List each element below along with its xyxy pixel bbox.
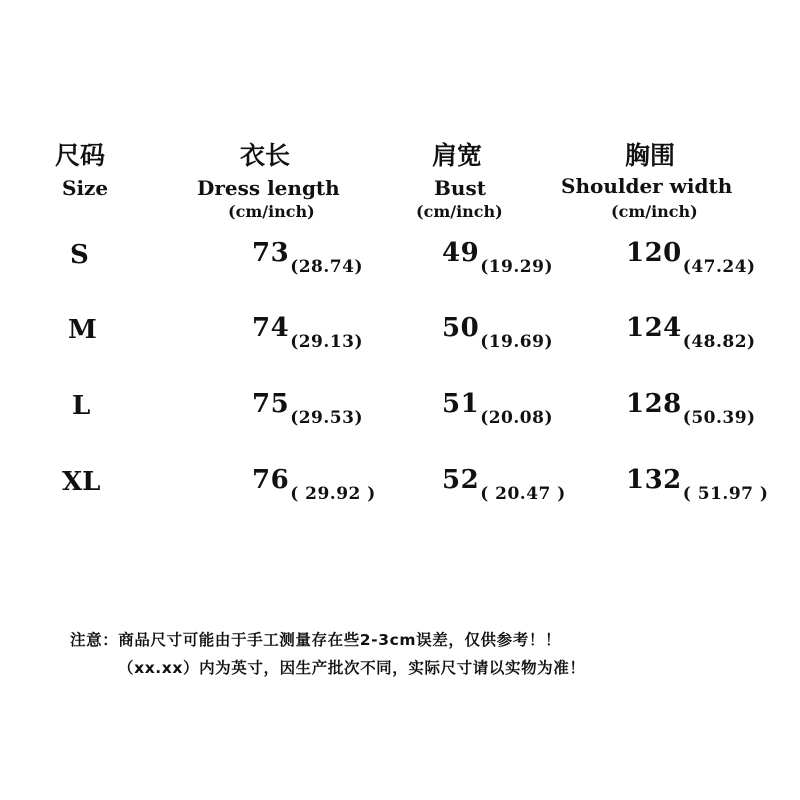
cm-value: 50	[442, 313, 480, 343]
cm-value: 124	[626, 313, 682, 343]
row-xl-shoulder-width	[626, 465, 769, 504]
inch-value: ( 51.97 )	[682, 484, 769, 504]
row-l-bust	[442, 389, 554, 428]
inch-value: (29.13)	[290, 332, 364, 352]
inch-value: (29.53)	[290, 408, 364, 428]
header-col1-cn: 衣长	[240, 141, 291, 170]
header-col3-en: Shoulder width	[561, 174, 733, 198]
row-s-bust	[442, 238, 554, 277]
inch-value: ( 20.47 )	[480, 484, 566, 504]
header-col2-unit: (cm/inch)	[416, 202, 503, 221]
cm-value: 76	[252, 465, 290, 495]
header-size-en: Size	[62, 176, 109, 200]
header-col1-unit: (cm/inch)	[228, 202, 315, 221]
note-measurement-error: 注意：商品尺寸可能由于手工测量存在些2-3cm误差，仅供参考！！	[70, 631, 562, 649]
row-xl-bust	[442, 465, 566, 504]
header-col3-unit: (cm/inch)	[611, 202, 698, 221]
row-m-bust	[442, 313, 554, 352]
inch-value: (20.08)	[480, 408, 554, 428]
inch-value: (19.29)	[480, 257, 554, 277]
row-m-shoulder-width	[626, 313, 756, 352]
inch-value: (47.24)	[682, 257, 756, 277]
cm-value: 49	[442, 238, 480, 268]
cm-value: 52	[442, 465, 480, 495]
inch-value: (50.39)	[682, 408, 756, 428]
header-col2-en: Bust	[434, 176, 486, 200]
cm-value: 51	[442, 389, 480, 419]
inch-value: (19.69)	[480, 332, 554, 352]
cm-value: 128	[626, 389, 682, 419]
row-size-label: M	[68, 315, 97, 345]
header-col2-cn: 肩宽	[432, 141, 483, 170]
row-s-dress-length	[252, 238, 364, 277]
row-m-dress-length	[252, 313, 364, 352]
row-s-shoulder-width	[626, 238, 756, 277]
inch-value: (28.74)	[290, 257, 364, 277]
cm-value: 132	[626, 465, 682, 495]
inch-value: ( 29.92 )	[290, 484, 376, 504]
row-size-label: S	[70, 240, 89, 270]
row-size-label: XL	[62, 467, 101, 497]
cm-value: 73	[252, 238, 290, 268]
header-col3-cn: 胸围	[625, 141, 676, 170]
cm-value: 120	[626, 238, 682, 268]
header-col1-en: Dress length	[197, 176, 340, 200]
row-size-label: L	[72, 391, 91, 421]
row-l-shoulder-width	[626, 389, 756, 428]
header-size-cn: 尺码	[55, 141, 106, 170]
inch-value: (48.82)	[682, 332, 756, 352]
cm-value: 75	[252, 389, 290, 419]
row-xl-dress-length	[252, 465, 376, 504]
note-inch-units: （xx.xx）内为英寸，因生产批次不同，实际尺寸请以实物为准！	[118, 659, 586, 677]
row-l-dress-length	[252, 389, 364, 428]
cm-value: 74	[252, 313, 290, 343]
